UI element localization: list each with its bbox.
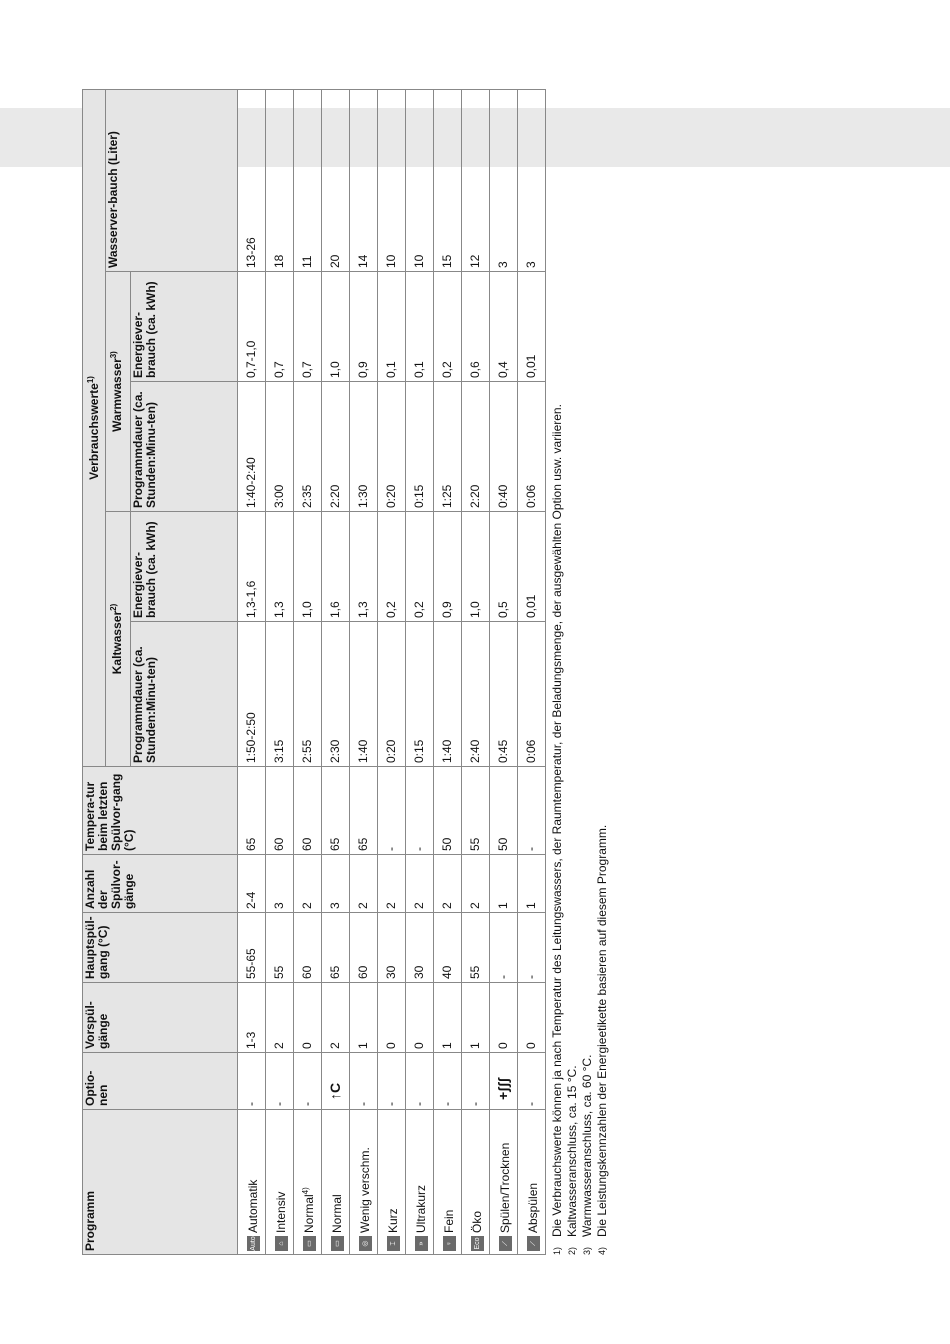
cell-anz: 2: [434, 855, 462, 913]
cell-we: 0,9: [350, 272, 378, 382]
cell-w: 10: [378, 89, 406, 271]
cell-opt: -: [350, 1053, 378, 1110]
cell-ke: 1,3: [266, 512, 294, 622]
cell-wd: 1:40-2:40: [238, 382, 266, 512]
footnote-number: 4): [597, 1246, 607, 1255]
cell-temp: 60: [266, 767, 294, 855]
cell-vor: 1: [350, 983, 378, 1053]
cell-we: 0,7: [266, 272, 294, 382]
cell-wd: 1:25: [434, 382, 462, 512]
program-name: Wenig verschm.: [357, 1147, 372, 1233]
table-row: [490, 89, 518, 1254]
footnotes: [550, 90, 610, 1255]
footnote-text: Die Verbrauchswerte können ja nach Temperatur des Leitungswassers, der Raumtemperatur, der Beladungsmenge, der ausgewählten Option usw. variieren.: [550, 404, 564, 1237]
table-row: [266, 89, 294, 1254]
rotated-document: [82, 90, 609, 1255]
program-cell: [490, 1110, 518, 1255]
program-icon: Auto: [247, 1236, 260, 1251]
cell-temp: 60: [294, 767, 322, 855]
cell-wd: 2:35: [294, 382, 322, 512]
program-name: Ultrakurz: [413, 1184, 428, 1233]
program-cell: [378, 1110, 406, 1255]
program-name: Abspülen: [525, 1182, 540, 1233]
option-icon: +ʃʃʃ: [494, 1077, 511, 1100]
cell-opt: [490, 1053, 518, 1110]
cell-haupt: 30: [378, 913, 406, 983]
cell-kd: 1:50-2:50: [238, 622, 266, 767]
cell-w: 11: [294, 89, 322, 271]
cell-anz: 2: [350, 855, 378, 913]
cell-vor: 0: [490, 983, 518, 1053]
cell-kd: 3:15: [266, 622, 294, 767]
program-cell: [294, 1110, 322, 1255]
program-name: Spülen/Trocknen: [497, 1142, 512, 1233]
program-icon: ♀: [443, 1236, 456, 1251]
cell-haupt: 40: [434, 913, 462, 983]
program-icon: ▭: [303, 1236, 316, 1251]
cell-ke: 1,0: [294, 512, 322, 622]
program-icon: ⟋: [499, 1236, 512, 1251]
cell-haupt: 30: [406, 913, 434, 983]
cell-temp: 50: [490, 767, 518, 855]
program-cell: [266, 1110, 294, 1255]
cell-temp: 65: [238, 767, 266, 855]
program-name: Intensiv: [273, 1191, 288, 1233]
header-warm-energie: Energiever-brauch (ca. kWh): [131, 272, 238, 382]
table-row: [462, 89, 490, 1254]
cell-we: 0,2: [434, 272, 462, 382]
table-row: [406, 89, 434, 1254]
program-icon: ⟋: [527, 1236, 540, 1251]
table-row: [238, 89, 266, 1254]
cell-kd: 0:45: [490, 622, 518, 767]
cell-anz: 1: [490, 855, 518, 913]
cell-vor: 0: [518, 983, 546, 1053]
cell-vor: 0: [294, 983, 322, 1053]
cell-ke: 1,3: [350, 512, 378, 622]
cell-opt: -: [406, 1053, 434, 1110]
cell-wd: 2:20: [462, 382, 490, 512]
footnote-text: Kaltwasseranschluss, ca. 15 °C.: [565, 1065, 579, 1237]
cell-wd: 1:30: [350, 382, 378, 512]
cell-w: 14: [350, 89, 378, 271]
cell-wd: 3:00: [266, 382, 294, 512]
cell-wd: 0:40: [490, 382, 518, 512]
cell-opt: -: [518, 1053, 546, 1110]
cell-vor: 0: [378, 983, 406, 1053]
header-vorspuel: Vorspül-gänge: [83, 983, 238, 1053]
cell-vor: 2: [322, 983, 350, 1053]
cell-we: 0,6: [462, 272, 490, 382]
program-icon: Eco: [471, 1236, 484, 1251]
program-icon: ▭: [331, 1236, 344, 1251]
cell-kd: 0:20: [378, 622, 406, 767]
cell-vor: 1: [434, 983, 462, 1053]
cell-w: 3: [518, 89, 546, 271]
cell-temp: -: [518, 767, 546, 855]
program-cell: [322, 1110, 350, 1255]
cell-w: 20: [322, 89, 350, 271]
program-footnote-ref: 4): [300, 1187, 310, 1195]
cell-haupt: 55: [266, 913, 294, 983]
cell-w: 10: [406, 89, 434, 271]
cell-w: 13-26: [238, 89, 266, 271]
header-programm: Programm: [83, 1110, 238, 1255]
program-name: Normal: [329, 1194, 344, 1233]
cell-vor: 1-3: [238, 983, 266, 1053]
table-body: [238, 89, 546, 1254]
cell-anz: 2-4: [238, 855, 266, 913]
cell-temp: -: [378, 767, 406, 855]
program-name: Kurz: [385, 1208, 400, 1233]
cell-opt: -: [378, 1053, 406, 1110]
cell-ke: 1,6: [322, 512, 350, 622]
cell-temp: 50: [434, 767, 462, 855]
cell-we: 1,0: [322, 272, 350, 382]
cell-we: 0,01: [518, 272, 546, 382]
cell-kd: 2:55: [294, 622, 322, 767]
cell-kd: 1:40: [434, 622, 462, 767]
program-name: Fein: [441, 1209, 456, 1233]
program-cell: [350, 1110, 378, 1255]
header-anzahl: Anzahl der Spülvor-gänge: [83, 855, 238, 913]
cell-ke: 1,3-1,6: [238, 512, 266, 622]
cell-opt: -: [294, 1053, 322, 1110]
table-row: [294, 89, 322, 1254]
header-kalt-energie: Energiever-brauch (ca. kWh): [131, 512, 238, 622]
footnote-text: Warmwasseranschluss, ca. 60 °C.: [580, 1054, 594, 1237]
footnote-number: 1): [552, 1246, 562, 1255]
table-row: [434, 89, 462, 1254]
program-name: Öko: [469, 1210, 484, 1233]
cell-we: 0,7: [294, 272, 322, 382]
footnote: [565, 90, 580, 1255]
cell-we: 0,4: [490, 272, 518, 382]
cell-ke: 0,5: [490, 512, 518, 622]
program-cell: [406, 1110, 434, 1255]
cell-wd: 0:06: [518, 382, 546, 512]
header-wasserverbrauch: Wasserver-bauch (Liter): [106, 89, 238, 271]
cell-w: 12: [462, 89, 490, 271]
cell-haupt: -: [518, 913, 546, 983]
footnote-number: 2): [567, 1246, 577, 1255]
cell-ke: 0,2: [406, 512, 434, 622]
table-row: [322, 89, 350, 1254]
cell-opt: -: [462, 1053, 490, 1110]
program-icon: ⌶: [387, 1236, 400, 1251]
header-hauptspuel: Hauptspül-gang (°C): [83, 913, 238, 983]
footnote-number: 3): [582, 1246, 592, 1255]
cell-haupt: 55: [462, 913, 490, 983]
program-icon: ⌂: [275, 1236, 288, 1251]
cell-we: 0,1: [378, 272, 406, 382]
cell-we: 0,7-1,0: [238, 272, 266, 382]
cell-anz: 3: [266, 855, 294, 913]
cell-haupt: 60: [294, 913, 322, 983]
cell-temp: 65: [350, 767, 378, 855]
program-icon: ◎: [359, 1236, 372, 1251]
cell-haupt: 55-65: [238, 913, 266, 983]
footnote-text: Die Leistungskennzahlen der Energieetikette basieren auf diesem Programm.: [595, 824, 609, 1237]
consumption-table: [82, 89, 546, 1255]
cell-anz: 2: [462, 855, 490, 913]
header-kalt-dauer: Programmdauer (ca. Stunden:Minu-ten): [131, 622, 238, 767]
header-verbrauchswerte: Verbrauchswerte$^{1)}$: [83, 89, 106, 766]
table-row: [518, 89, 546, 1254]
cell-kd: 0:15: [406, 622, 434, 767]
cell-anz: 1: [518, 855, 546, 913]
cell-temp: 65: [322, 767, 350, 855]
header-warmwasser: Warmwasser$^{3)}$: [106, 272, 131, 512]
cell-temp: -: [406, 767, 434, 855]
program-name: Automatik: [245, 1179, 260, 1233]
table-row: [378, 89, 406, 1254]
cell-vor: 1: [462, 983, 490, 1053]
program-icon: »: [415, 1236, 428, 1251]
cell-vor: 2: [266, 983, 294, 1053]
cell-ke: 1,0: [462, 512, 490, 622]
header-warm-dauer: Programmdauer (ca. Stunden:Minu-ten): [131, 382, 238, 512]
cell-temp: 55: [462, 767, 490, 855]
cell-wd: 0:15: [406, 382, 434, 512]
cell-ke: 0,2: [378, 512, 406, 622]
cell-kd: 1:40: [350, 622, 378, 767]
header-kaltwasser: Kaltwasser$^{2)}$: [106, 512, 131, 767]
cell-anz: 2: [378, 855, 406, 913]
cell-kd: 2:40: [462, 622, 490, 767]
header-optionen: Optio-nen: [83, 1053, 238, 1110]
cell-kd: 2:30: [322, 622, 350, 767]
cell-w: 18: [266, 89, 294, 271]
cell-opt: [322, 1053, 350, 1110]
cell-opt: -: [434, 1053, 462, 1110]
program-cell: [462, 1110, 490, 1255]
header-temperatur: Tempera-tur beim letzten Spülvor-gang (°C): [83, 767, 238, 855]
option-icon: ↑C: [326, 1082, 343, 1100]
cell-w: 15: [434, 89, 462, 271]
cell-kd: 0:06: [518, 622, 546, 767]
cell-anz: 2: [294, 855, 322, 913]
cell-vor: 0: [406, 983, 434, 1053]
cell-opt: -: [266, 1053, 294, 1110]
cell-haupt: -: [490, 913, 518, 983]
cell-w: 3: [490, 89, 518, 271]
table-row: [350, 89, 378, 1254]
cell-ke: 0,9: [434, 512, 462, 622]
footnote: [595, 90, 610, 1255]
program-cell: [518, 1110, 546, 1255]
program-cell: [238, 1110, 266, 1255]
cell-wd: 2:20: [322, 382, 350, 512]
program-cell: [434, 1110, 462, 1255]
cell-we: 0,1: [406, 272, 434, 382]
cell-anz: 3: [322, 855, 350, 913]
cell-wd: 0:20: [378, 382, 406, 512]
program-name: Normal: [301, 1194, 316, 1233]
footnote: [580, 90, 595, 1255]
cell-anz: 2: [406, 855, 434, 913]
cell-opt: -: [238, 1053, 266, 1110]
cell-haupt: 60: [350, 913, 378, 983]
cell-ke: 0,01: [518, 512, 546, 622]
cell-haupt: 65: [322, 913, 350, 983]
footnote: [550, 90, 565, 1255]
